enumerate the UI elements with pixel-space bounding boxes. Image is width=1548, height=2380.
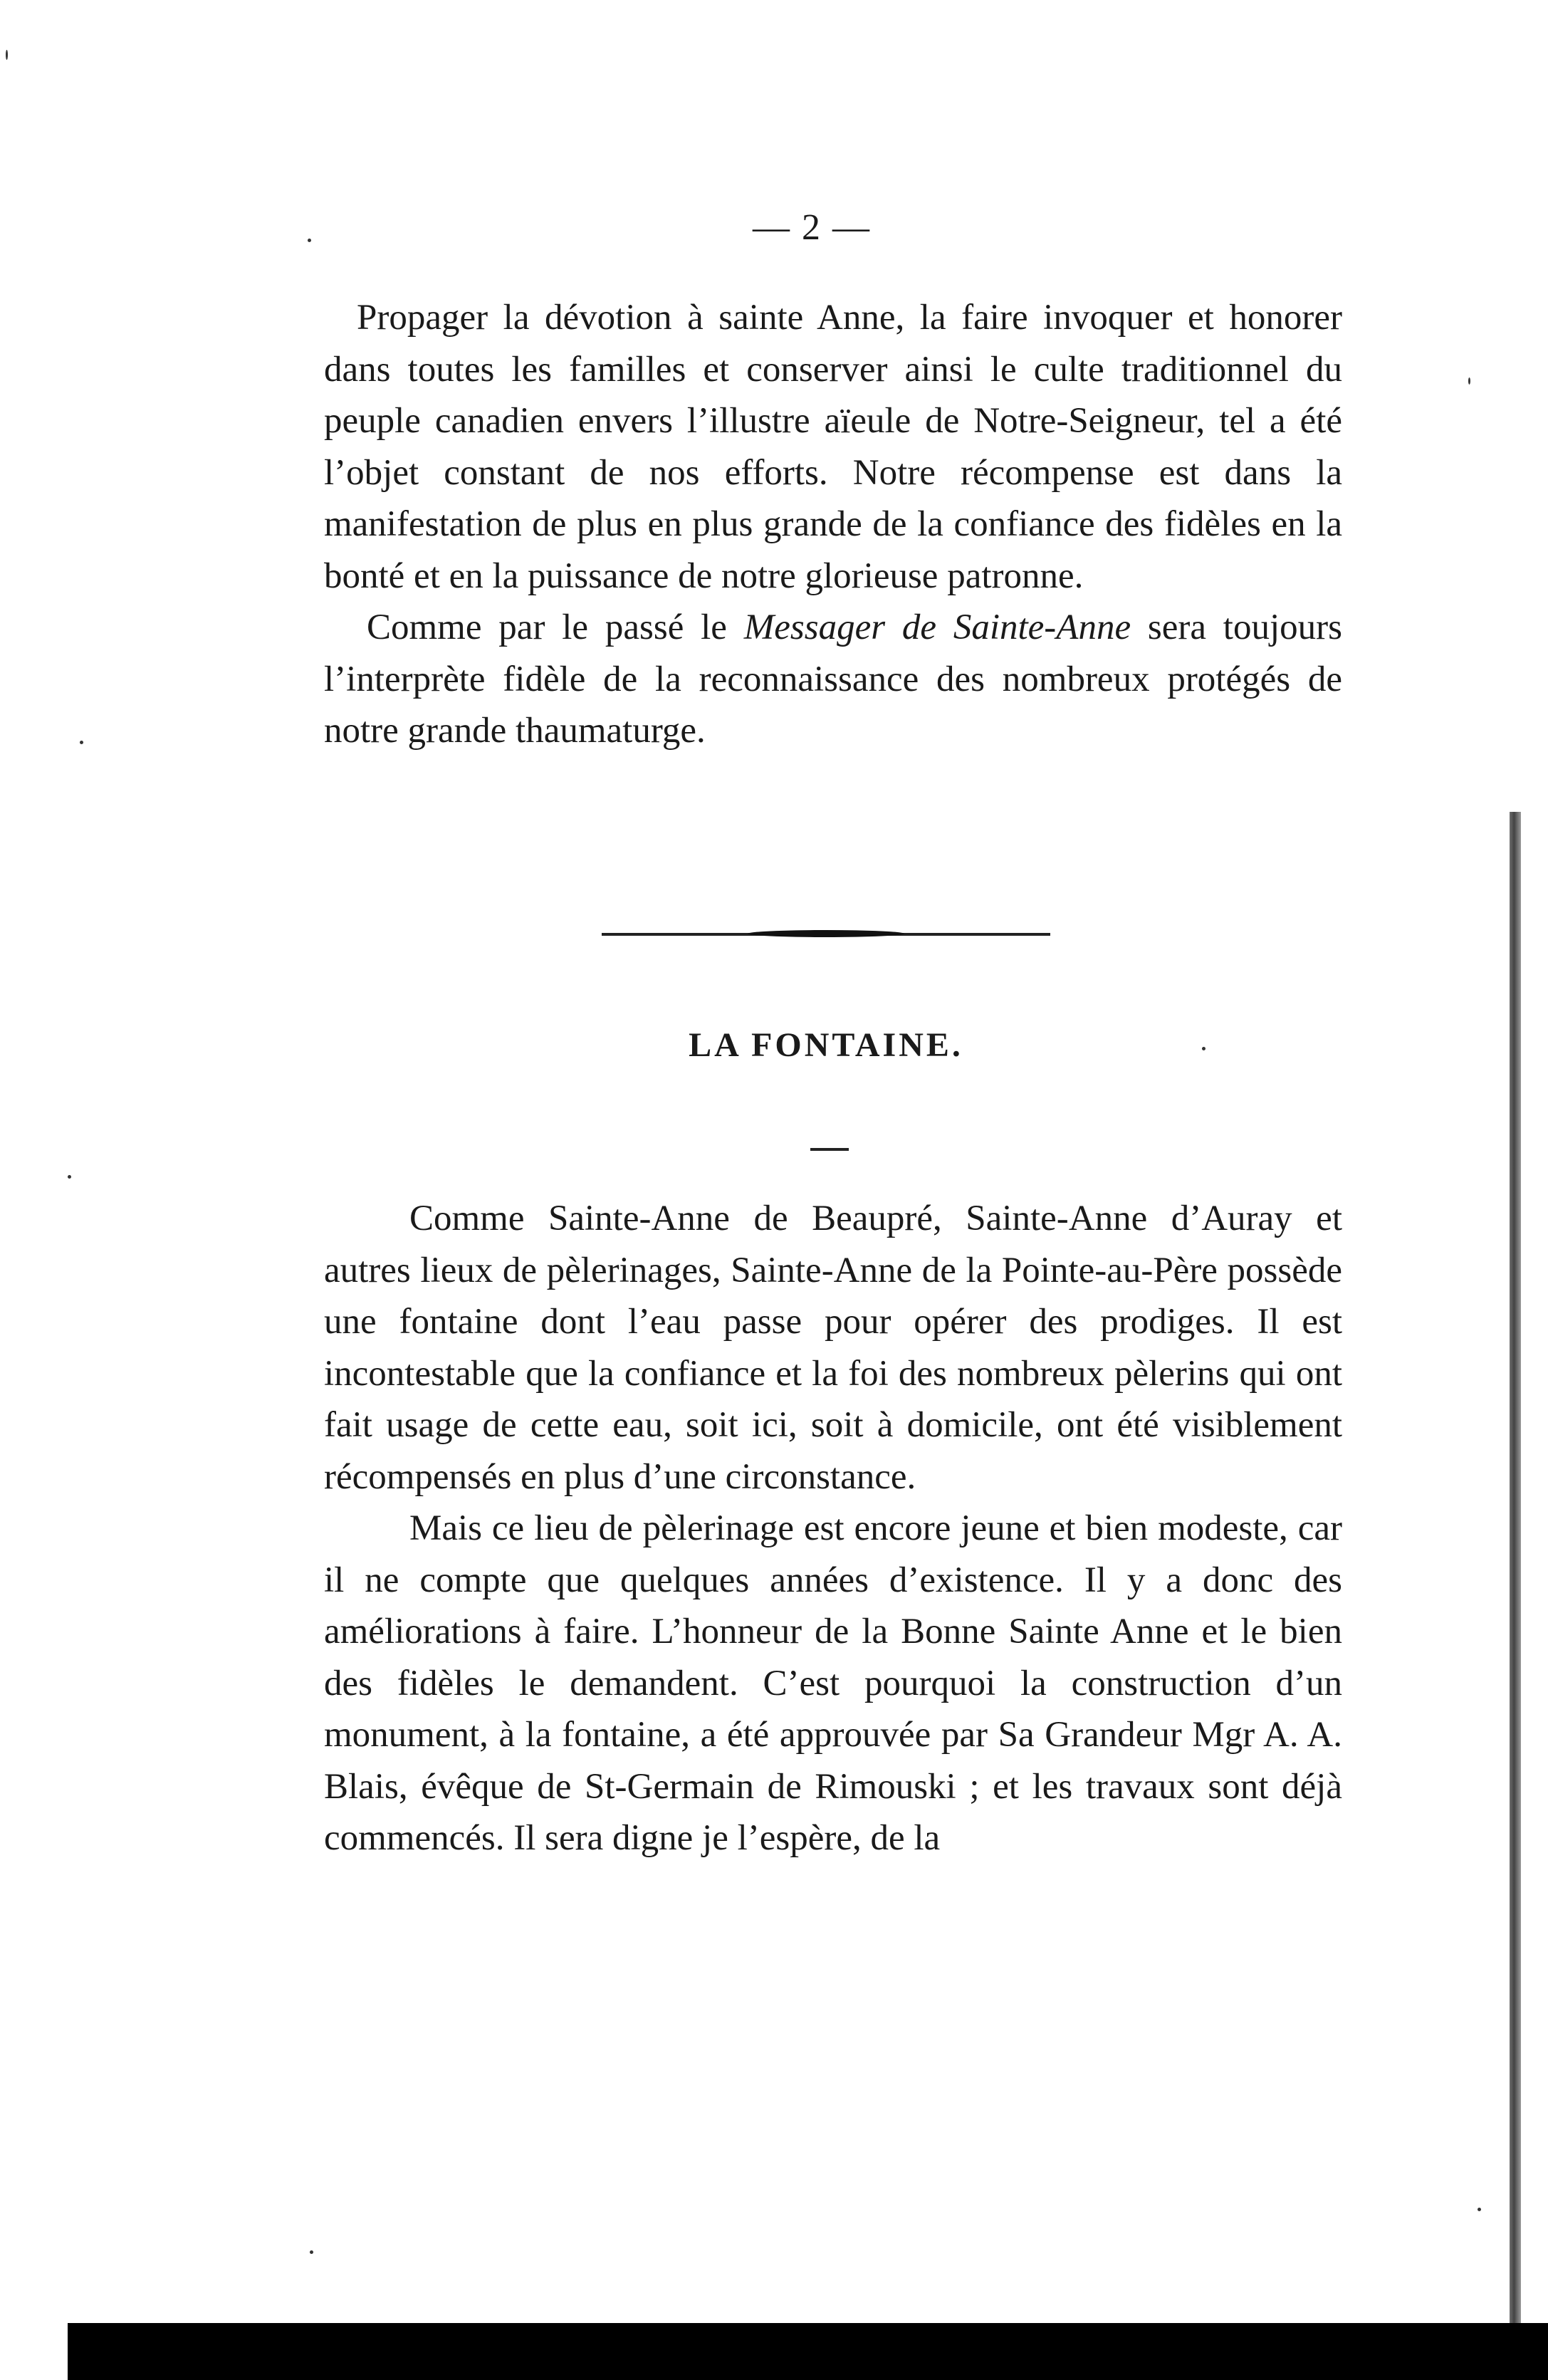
scan-speck (6, 50, 8, 60)
page-number: — 2 — (753, 207, 871, 248)
scan-speck (1478, 2208, 1481, 2211)
intro-paragraph-2 (324, 602, 1342, 757)
scan-speck (308, 239, 311, 242)
section-paragraph-2: Mais ce lieu de pèlerinage est encore jeune et bien modeste, car il ne compte que quelques années d’existence. Il y a donc des améliorations à faire. L’honneur de la Bonne Sainte Anne et le bien des fidèles le demandent. C’est pourquoi la construction d’un monument, à la fontaine, a été approuvée par Sa Grandeur Mgr A. A. Blais, évêque de St-Germain de Rimouski ; et les travaux sont déjà commencés. Il sera digne je l’espère, de la (324, 1508, 1342, 1858)
section-text (324, 1193, 1342, 1864)
scan-speck (1202, 1047, 1206, 1050)
scan-speck (310, 2250, 313, 2254)
intro-paragraph-2-end: sera toujours l’interprète fidèle de la reconnaissance des nombreux protégés de notre grande thaumaturge. (324, 607, 1342, 751)
title-dash (810, 1148, 849, 1151)
scan-speck (1468, 377, 1470, 385)
section-divider-ornament (748, 930, 904, 937)
scan-speck (80, 741, 83, 744)
scan-bottom-border (68, 2323, 1548, 2380)
intro-paragraph-1: Propager la dévotion à sainte Anne, la faire invoquer et honorer dans toutes les familles et conserver ainsi le culte traditionnel du peuple canadien envers l’illustre aïeule de Notre-Seigneur, tel a été l’objet constant de nos efforts. Notre récompense est dans la manifestation de plus en plus grande de la confiance des fidèles en la bonté et en la puissance de notre glorieuse patronne. (324, 298, 1342, 596)
page-edge-shadow (1510, 812, 1521, 2323)
section-title: LA FONTAINE. (689, 1026, 963, 1064)
intro-text (324, 292, 1342, 757)
publication-title: Messager de Sainte-Anne (743, 607, 1131, 647)
section-paragraph-1: Comme Sainte-Anne de Beaupré, Sainte-Anne d’Auray et autres lieux de pèlerinages, Sainte-Anne de la Pointe-au-Père possède une fontaine dont l’eau passe pour opérer des prodiges. Il est incontestable que la confiance et la foi des nombreux pèlerins qui ont fait usage de cette eau, soit ici, soit à domicile, ont été visiblement récompensés en plus d’une circonstance. (324, 1199, 1342, 1497)
scan-speck (68, 1175, 71, 1179)
intro-paragraph-2-start: Comme par le passé le (367, 607, 744, 647)
